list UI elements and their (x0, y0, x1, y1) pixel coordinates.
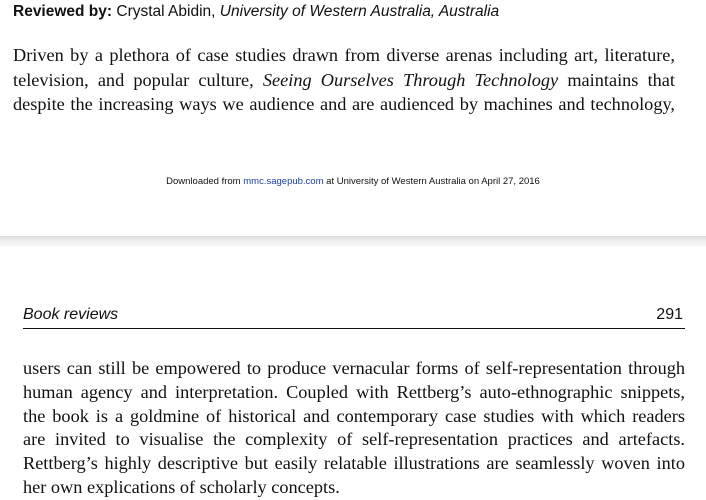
page-divider (0, 236, 706, 246)
text-line: her own explications of scholarly concepts. (23, 476, 340, 497)
page-number: 291 (656, 306, 683, 323)
review-body-paragraph (23, 357, 685, 500)
book-title: Seeing Ourselves Through Technology (262, 69, 559, 90)
reviewed-by-label: Reviewed by: (13, 3, 113, 20)
reviewer-name: Crystal Abidin, (116, 3, 216, 20)
download-notice: Downloaded from mmc.sagepub.com at University of Western Australia on April 27, 2016 (166, 176, 540, 187)
text-line: the book is a goldmine of historical and contemporary case studies with which readers (23, 405, 685, 426)
text-line: are invited to visualise the complexity of self-representation practices and artefacts. (23, 429, 685, 450)
reviewer-affiliation: University of Western Australia, Australia (219, 3, 500, 20)
running-header (23, 306, 685, 329)
reviewed-by-line (13, 3, 499, 21)
page-bottom (0, 246, 706, 497)
text-line: Rettberg’s highly descriptive but easily relatable illustrations are seamlessly woven into (23, 453, 685, 474)
running-head-title: Book reviews (23, 306, 119, 323)
text-line: Driven by a plethora of case studies drawn from diverse arenas including art, literature, (13, 45, 675, 65)
text-line: users can still be empowered to produce vernacular forms of self-representation through (23, 358, 685, 378)
text-line: human agency and interpretation. Coupled with Rettberg’s auto-ethnographic snippets, (23, 381, 685, 402)
page-top (0, 0, 706, 236)
review-intro-paragraph (13, 43, 675, 117)
text-line: television, and popular culture, Seeing Ourselves Through Technology maintains that (13, 69, 675, 90)
download-link[interactable]: mmc.sagepub.com (243, 176, 324, 187)
text-line: despite the increasing ways we audience and are audienced by machines and technology, (13, 94, 675, 114)
